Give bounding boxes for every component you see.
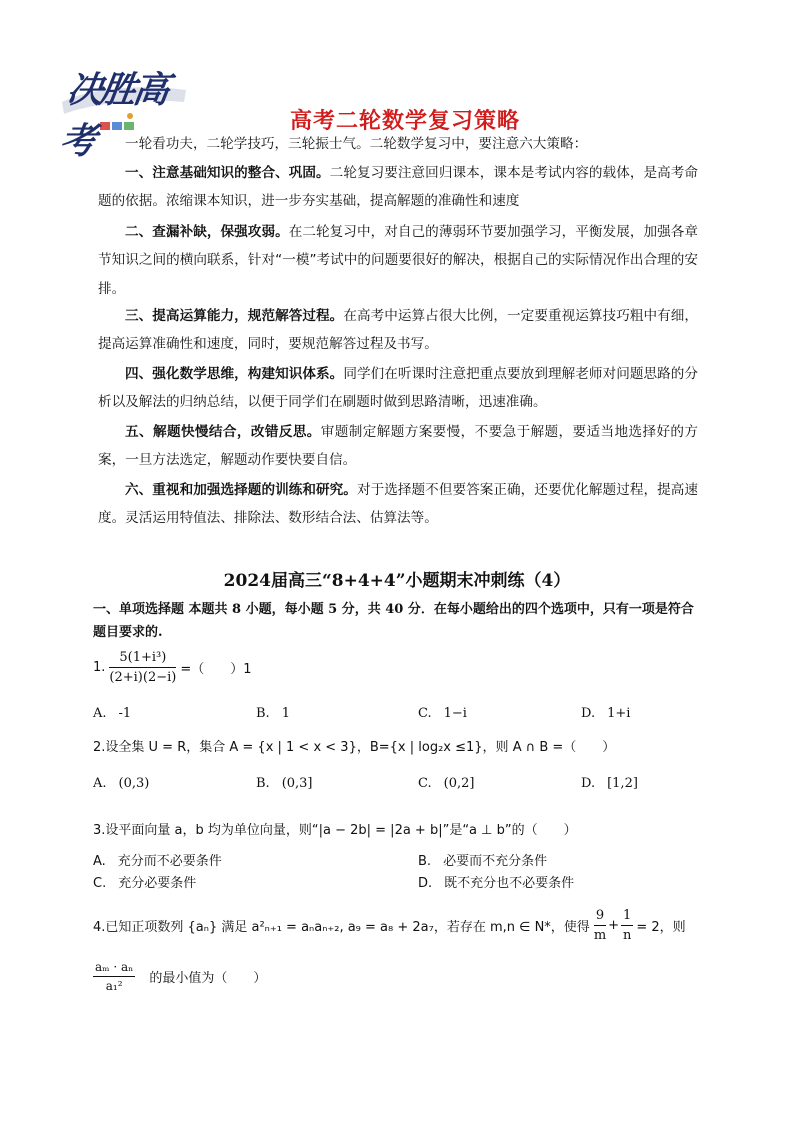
q4-fraction-3: $\frac{\text{aₘ · aₙ}}{\text{a₁²}}$ (95, 960, 134, 993)
q4-text-b: 的最小值为（ ） (149, 971, 267, 986)
strategy-6-heading: 六、重视和加强选择题的训练和研究。 (125, 482, 357, 498)
question-2: 2.设全集 U = R，集合 A = {x | 1 < x < 3}，B={x | log₂x ≤1}，则 A ∩ B =（ ） (93, 740, 616, 755)
logo-text: 决胜高考 (57, 70, 170, 162)
section-heading: 一、单项选择题 本题共 8 小题，每小题 5 分，共 40 分．在每小题给出的四个选项中，只有一项是符合题目要求的. (93, 602, 694, 640)
strategy-4-text: 同学们在听课时注意把重点要放到理解老师对问题思路的分析以及解法的归纳总结，以便于同学们在刷题时做到思路清晰，迅速准确。 (98, 366, 699, 411)
q3-option-b: B. 必要而不充分条件 (418, 854, 548, 869)
intro-paragraph (98, 130, 698, 158)
q1-option-b: B. 1 (256, 706, 290, 721)
q1-denominator: (2+i)(2−i) (109, 670, 177, 685)
question-4-line-2 (93, 960, 266, 993)
strategy-6 (98, 476, 698, 533)
q2-option-d: D. [1,2] (581, 776, 638, 791)
q3-option-a: A. 充分而不必要条件 (93, 854, 222, 869)
q2-option-b: B. (0,3] (256, 776, 313, 791)
q4-fraction-2: $\frac{1}{n}$ (623, 908, 632, 943)
q4-equals: = 2，则 (636, 920, 686, 935)
q1-numerator: 5(1+i³) (109, 650, 176, 668)
q3-option-c: C. 充分必要条件 (93, 876, 197, 891)
strategy-5-text: 审题制定解题方案要慢，不要急于解题，要适当地选择好的方案，一旦方法选定，解题动作要快要自信。 (98, 424, 699, 469)
q2-option-c: C. (0,2] (418, 776, 475, 791)
strategy-5-heading: 五、解题快慢结合，改错反思。 (125, 424, 321, 440)
strategy-2-heading: 二、查漏补缺，保强攻弱。 (125, 224, 289, 240)
q1-stem-tail: =（ ）1 (180, 662, 252, 677)
intro-text: 一轮看功夫，二轮学技巧，三轮振士气。二轮数学复习中，要注意六大策略： (125, 136, 588, 152)
strategy-1-text: 二轮复习要注意回归课本，课本是考试内容的载体，是高考命题的依据。浓缩课本知识，进一步夯实基础，提高解题的准确性和速度 (98, 165, 699, 210)
strategy-6-text: 对于选择题不但要答案正确，还要优化解题过程，提高速度。灵活运用特值法、排除法、数形结合法、估算法等。 (98, 482, 699, 527)
page-title: 高考二轮数学复习策略 (289, 109, 520, 134)
question-3: 3.设平面向量 a，b 均为单位向量，则“|a − 2b| = |2a + b|”是“a ⊥ b”的（ ） (93, 823, 577, 838)
strategy-2-text: 在二轮复习中，对自己的薄弱环节要加强学习，平衡发展，加强各章节知识之间的横向联系，针对“一模”考试中的问题要很好的解决，根据自己的实际情况作出合理的安排。 (98, 224, 699, 297)
strategy-5 (98, 418, 698, 475)
q1-option-a: A. -1 (93, 706, 132, 721)
q1-fraction (109, 650, 176, 685)
strategy-4-heading: 四、强化数学思维，构建知识体系。 (125, 366, 344, 382)
q1-number: 1. (93, 660, 106, 675)
q3-option-d: D. 既不充分也不必要条件 (418, 876, 575, 891)
strategy-1 (98, 159, 698, 216)
strategy-4 (98, 360, 698, 417)
q4-fraction-1: $\frac{9}{m}$ (593, 908, 607, 943)
q1-option-c: C. 1−i (418, 706, 467, 721)
question-1 (93, 650, 252, 685)
strategy-2 (98, 218, 698, 303)
exam-title: 2024届高三“8+4+4”小题期末冲刺练（4） (223, 571, 571, 591)
question-4-line-1: 4.已知正项数列 {aₙ} 满足 a²ₙ₊₁ = aₙaₙ₊₂, a₉ = a₈ + 2a₇，若存在 m,n ∈ N*，使得 $\frac{9}{m}$ + $\frac{1}{n}$ = 2，则 (93, 908, 686, 943)
strategy-1-heading: 一、注意基础知识的整合、巩固。 (125, 165, 330, 181)
q4-text-a: 4.已知正项数列 {aₙ} 满足 a²ₙ₊₁ = aₙaₙ₊₂, a₉ = a₈ + 2a₇，若存在 m,n ∈ N*，使得 (93, 920, 590, 935)
q1-option-d: D. 1+i (581, 706, 631, 721)
strategy-3 (98, 302, 698, 359)
strategy-3-heading: 三、提高运算能力，规范解答过程。 (125, 308, 344, 324)
q2-option-a: A. (0,3) (93, 776, 150, 791)
strategy-3-text: 在高考中运算占很大比例，一定要重视运算技巧粗中有细，提高运算准确性和速度，同时，要规范解答过程及书写。 (98, 308, 699, 353)
